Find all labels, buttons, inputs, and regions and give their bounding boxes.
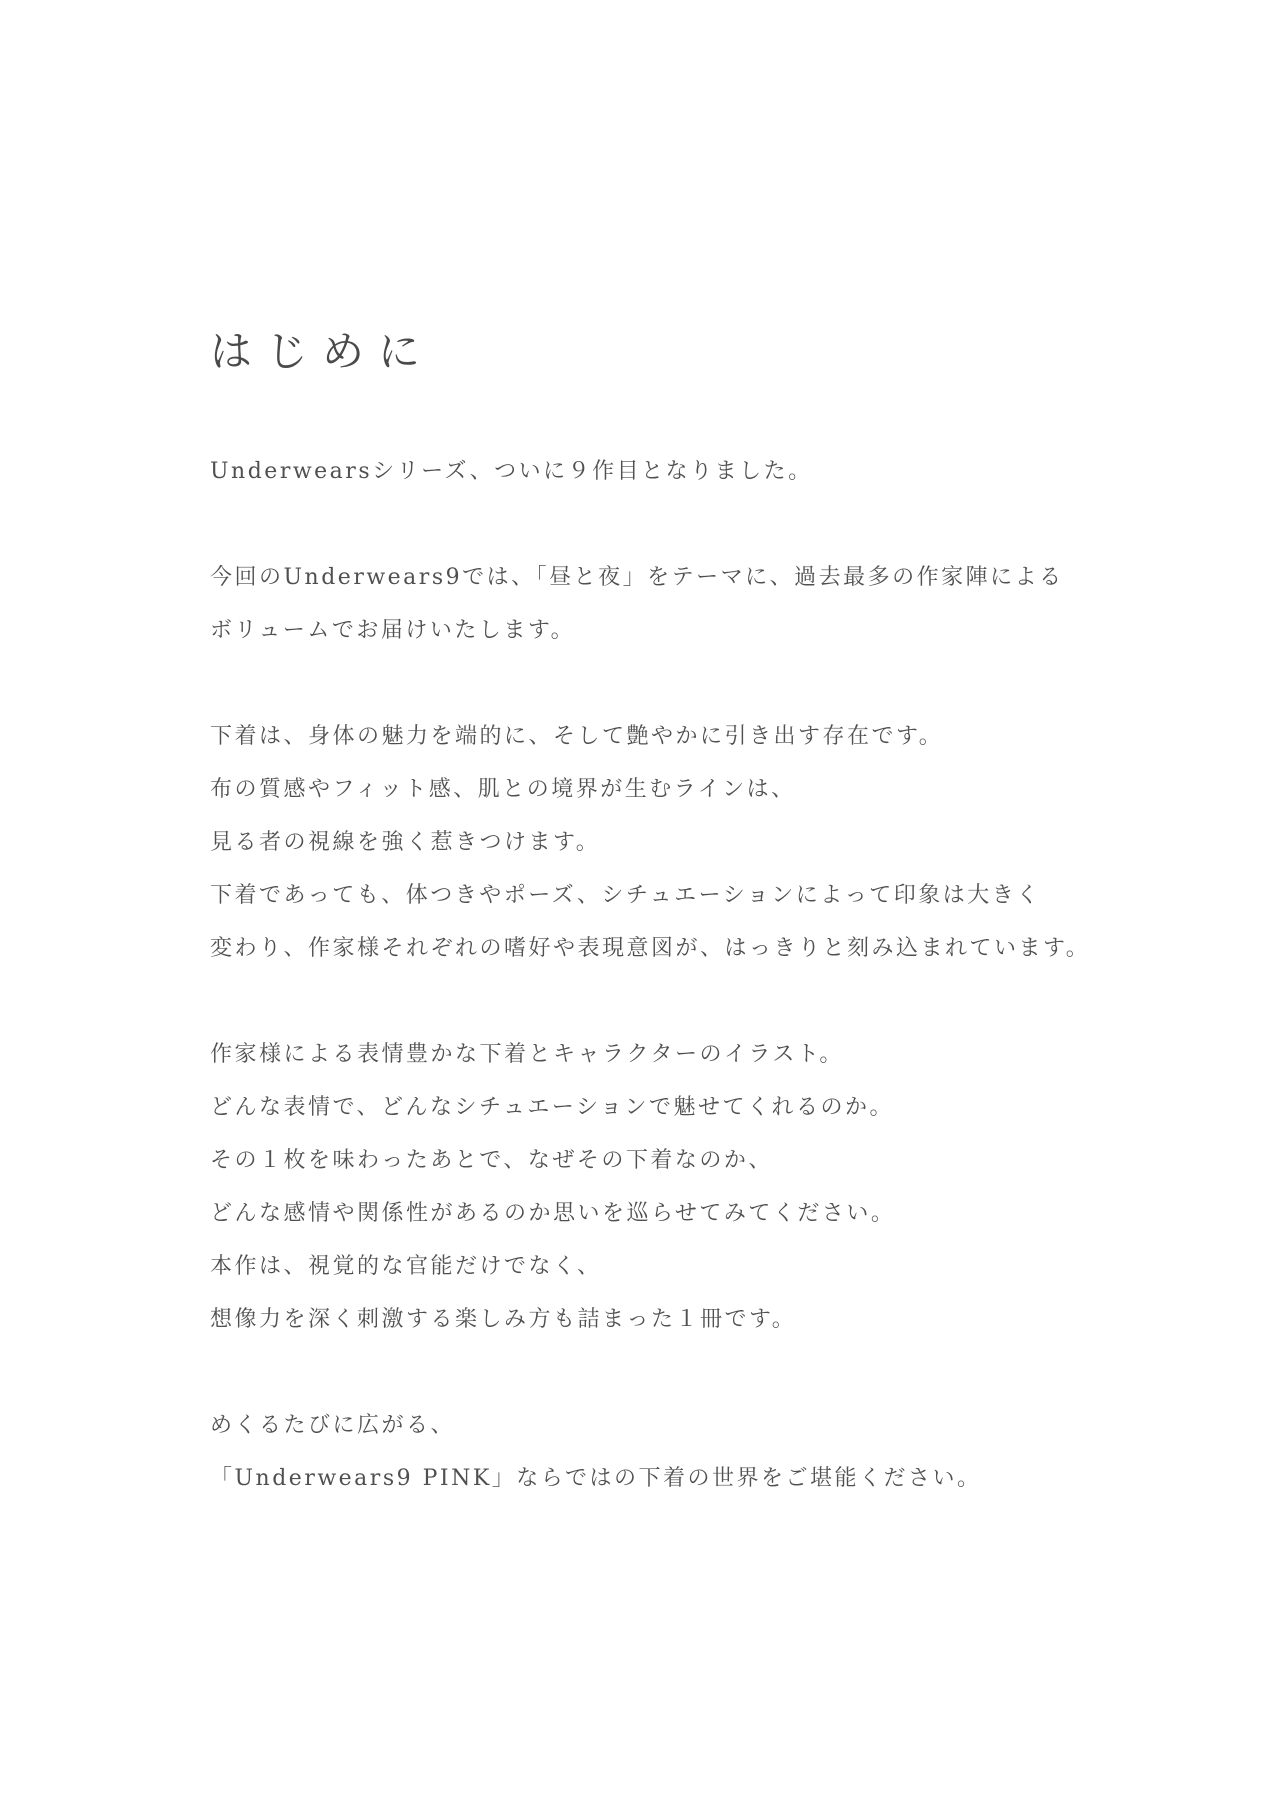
paragraph-gap <box>210 657 1210 710</box>
paragraph <box>210 710 1210 975</box>
paragraph-gap <box>210 975 1210 1028</box>
text-line: 想像力を深く刺激する楽しみ方も詰まった１冊です。 <box>210 1307 797 1332</box>
document-body <box>210 445 1210 1505</box>
text-line: めくるたびに広がる、 <box>210 1413 456 1438</box>
text-line: どんな感情や関係性があるのか思いを巡らせてみてください。 <box>210 1201 896 1226</box>
text-line: どんな表情で、どんなシチュエーションで魅せてくれるのか。 <box>210 1095 895 1120</box>
paragraph-gap <box>210 498 1210 551</box>
paragraph <box>210 1028 1210 1346</box>
text-line: 本作は、視覚的な官能だけでなく、 <box>210 1254 602 1279</box>
text-line: ボリュームでお届けいたします。 <box>210 618 576 643</box>
text-line: その１枚を味わったあとで、なぜその下着なのか、 <box>210 1148 773 1173</box>
paragraph <box>210 551 1210 657</box>
paragraph <box>210 445 1210 498</box>
document-page <box>210 0 1210 1811</box>
text-line: 今回のUnderwears9では、「昼と夜」をテーマに、過去最多の作家陣による <box>210 565 1064 590</box>
text-line: 下着は、身体の魅力を端的に、そして艶やかに引き出す存在です。 <box>210 724 944 749</box>
text-line: 変わり、作家様それぞれの嗜好や表現意図が、はっきりと刻み込まれています。 <box>210 936 1091 961</box>
paragraph <box>210 1399 1210 1505</box>
text-line: 布の質感やフィット感、肌との境界が生むラインは、 <box>210 777 796 802</box>
text-line: Underwearsシリーズ、ついに９作目となりました。 <box>210 459 813 484</box>
text-line: 「Underwears9 PINK」ならではの下着の世界をご堪能ください。 <box>210 1466 982 1491</box>
paragraph-gap <box>210 1346 1210 1399</box>
text-line: 下着であっても、体つきやポーズ、シチュエーションによって印象は大きく <box>210 883 1041 908</box>
text-line: 作家様による表情豊かな下着とキャラクターのイラスト。 <box>210 1042 844 1067</box>
text-line: 見る者の視線を強く惹きつけます。 <box>210 830 601 855</box>
page-title: はじめに <box>210 327 435 376</box>
